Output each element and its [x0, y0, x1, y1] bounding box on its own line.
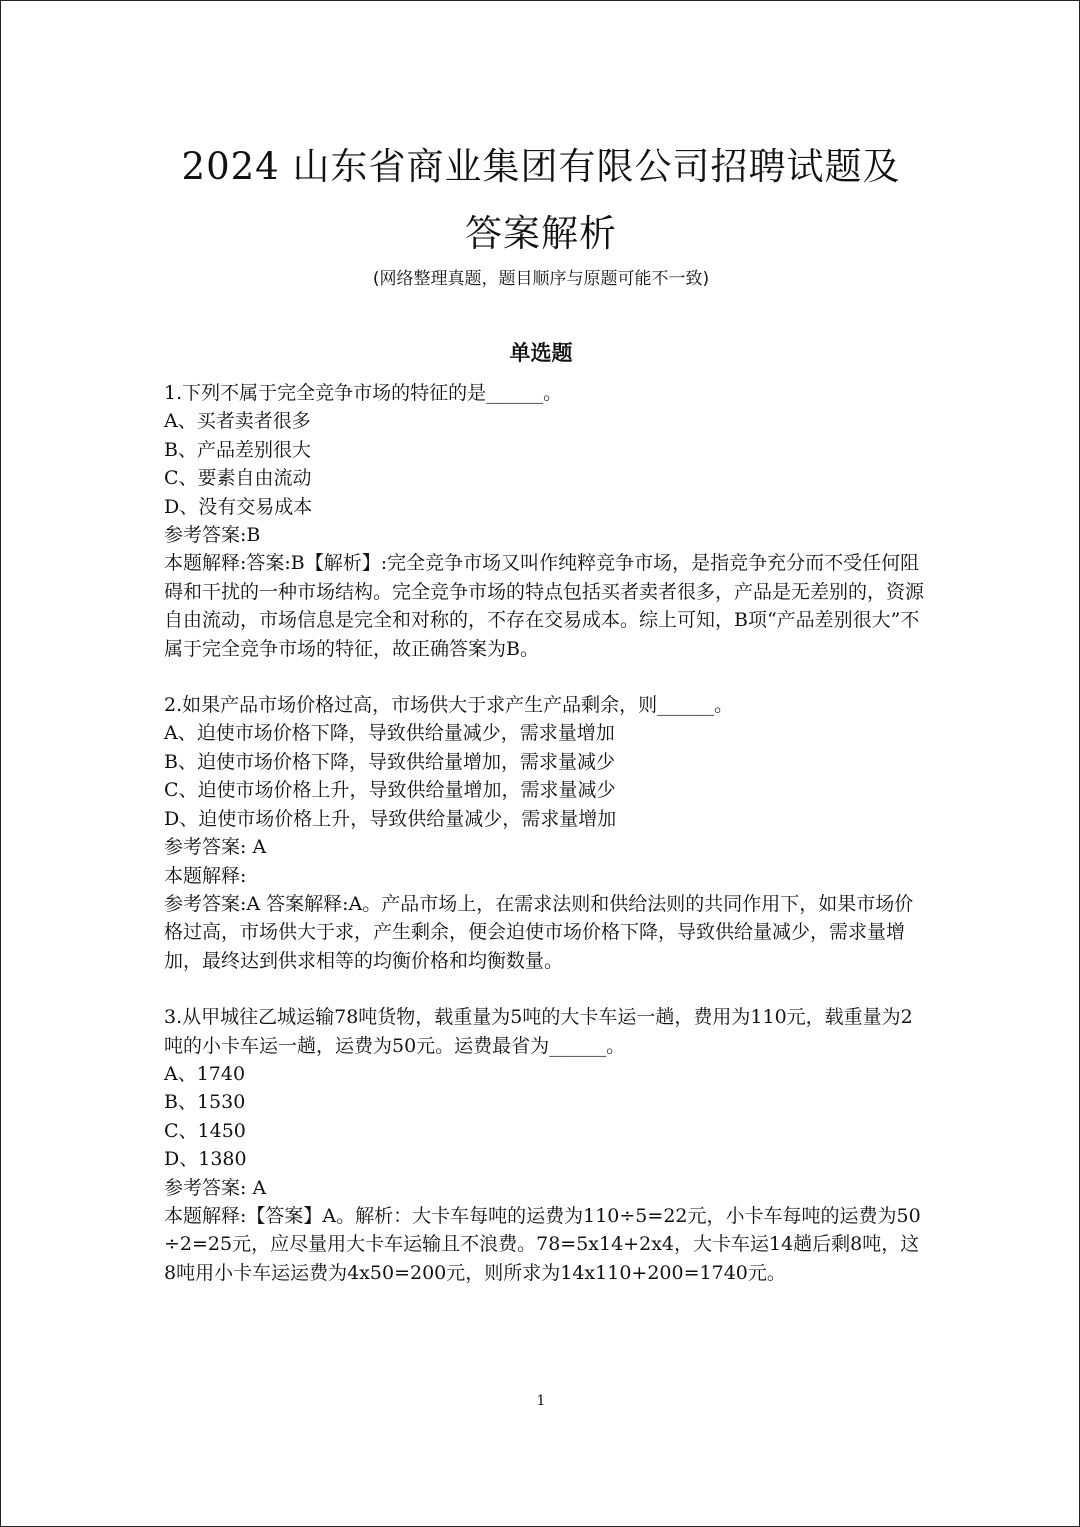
- option-a: A、买者卖者很多: [164, 410, 311, 433]
- option-c: C、要素自由流动: [164, 467, 312, 490]
- document-subtitle: (网络整理真题，题目顺序与原题可能不一致): [372, 269, 710, 289]
- question-3: [164, 1003, 924, 1287]
- option-d: D、1380: [164, 1148, 247, 1171]
- explanation-label: 本题解释:: [164, 864, 247, 887]
- option-b: B、1530: [164, 1091, 246, 1114]
- question-1: [164, 379, 924, 663]
- option-d: D、没有交易成本: [164, 495, 313, 518]
- question-2: [164, 691, 924, 975]
- section-heading: 单选题: [509, 341, 573, 365]
- option-b: B、迫使市场价格下降，导致供给量增加，需求量减少: [164, 750, 615, 773]
- option-a: A、迫使市场价格下降，导致供给量减少，需求量增加: [164, 722, 615, 745]
- option-c: C、1450: [164, 1119, 246, 1142]
- reference-answer: 参考答案: A: [164, 1176, 267, 1199]
- explanation: 参考答案:A 答案解释:A。产品市场上，在需求法则和供给法则的共同作用下，如果市场价格过高，市场供大于求，产生剩余，便会迫使市场价格下降，导致供给量减少，需求量增加，最终达到供求相等的均衡价格和均衡数量。: [164, 892, 914, 972]
- option-b: B、产品差别很大: [164, 438, 311, 461]
- option-c: C、迫使市场价格上升，导致供给量增加，需求量减少: [164, 779, 616, 802]
- explanation: 本题解释:答案:B【解析】:完全竞争市场又叫作纯粹竞争市场，是指竞争充分而不受任何阻碍和干扰的一种市场结构。完全竞争市场的特点包括买者卖者很多，产品是无差别的，资源自由流动，市场信息是完全和对称的，不存在交易成本。综上可知，B项“产品差别很大”不属于完全竞争市场的特征，故正确答案为B。: [164, 552, 925, 660]
- question-stem: 2.如果产品市场价格过高，市场供大于求产生产品剩余，则______。: [164, 694, 734, 717]
- question-stem: 3.从甲城往乙城运输78吨货物，载重量为5吨的大卡车运一趟，费用为110元，载重量为2吨的小卡车运一趟，运费为50元。运费最省为______。: [164, 1006, 913, 1057]
- reference-answer: 参考答案: A: [164, 836, 267, 859]
- question-stem: 1.下列不属于完全竞争市场的特征的是______。: [164, 382, 563, 404]
- reference-answer: 参考答案:B: [164, 524, 261, 547]
- option-d: D、迫使市场价格上升，导致供给量减少，需求量增加: [164, 807, 617, 830]
- option-a: A、1740: [164, 1062, 246, 1085]
- page-number: 1: [536, 1393, 546, 1409]
- document-title-line-1: 2024 山东省商业集团有限公司招聘试题及: [181, 145, 901, 188]
- explanation: 本题解释:【答案】A。解析：大卡车每吨的运费为110÷5=22元，小卡车每吨的运费为50÷2=25元，应尽量用大卡车运输且不浪费。78=5x14+2x4，大卡车运14趟后剩8吨，这8吨用小卡车运运费为4x50=200元，则所求为14x110+200=1740元。: [164, 1204, 921, 1284]
- question-list: [164, 379, 924, 1287]
- document-title-line-2: 答案解析: [465, 212, 617, 255]
